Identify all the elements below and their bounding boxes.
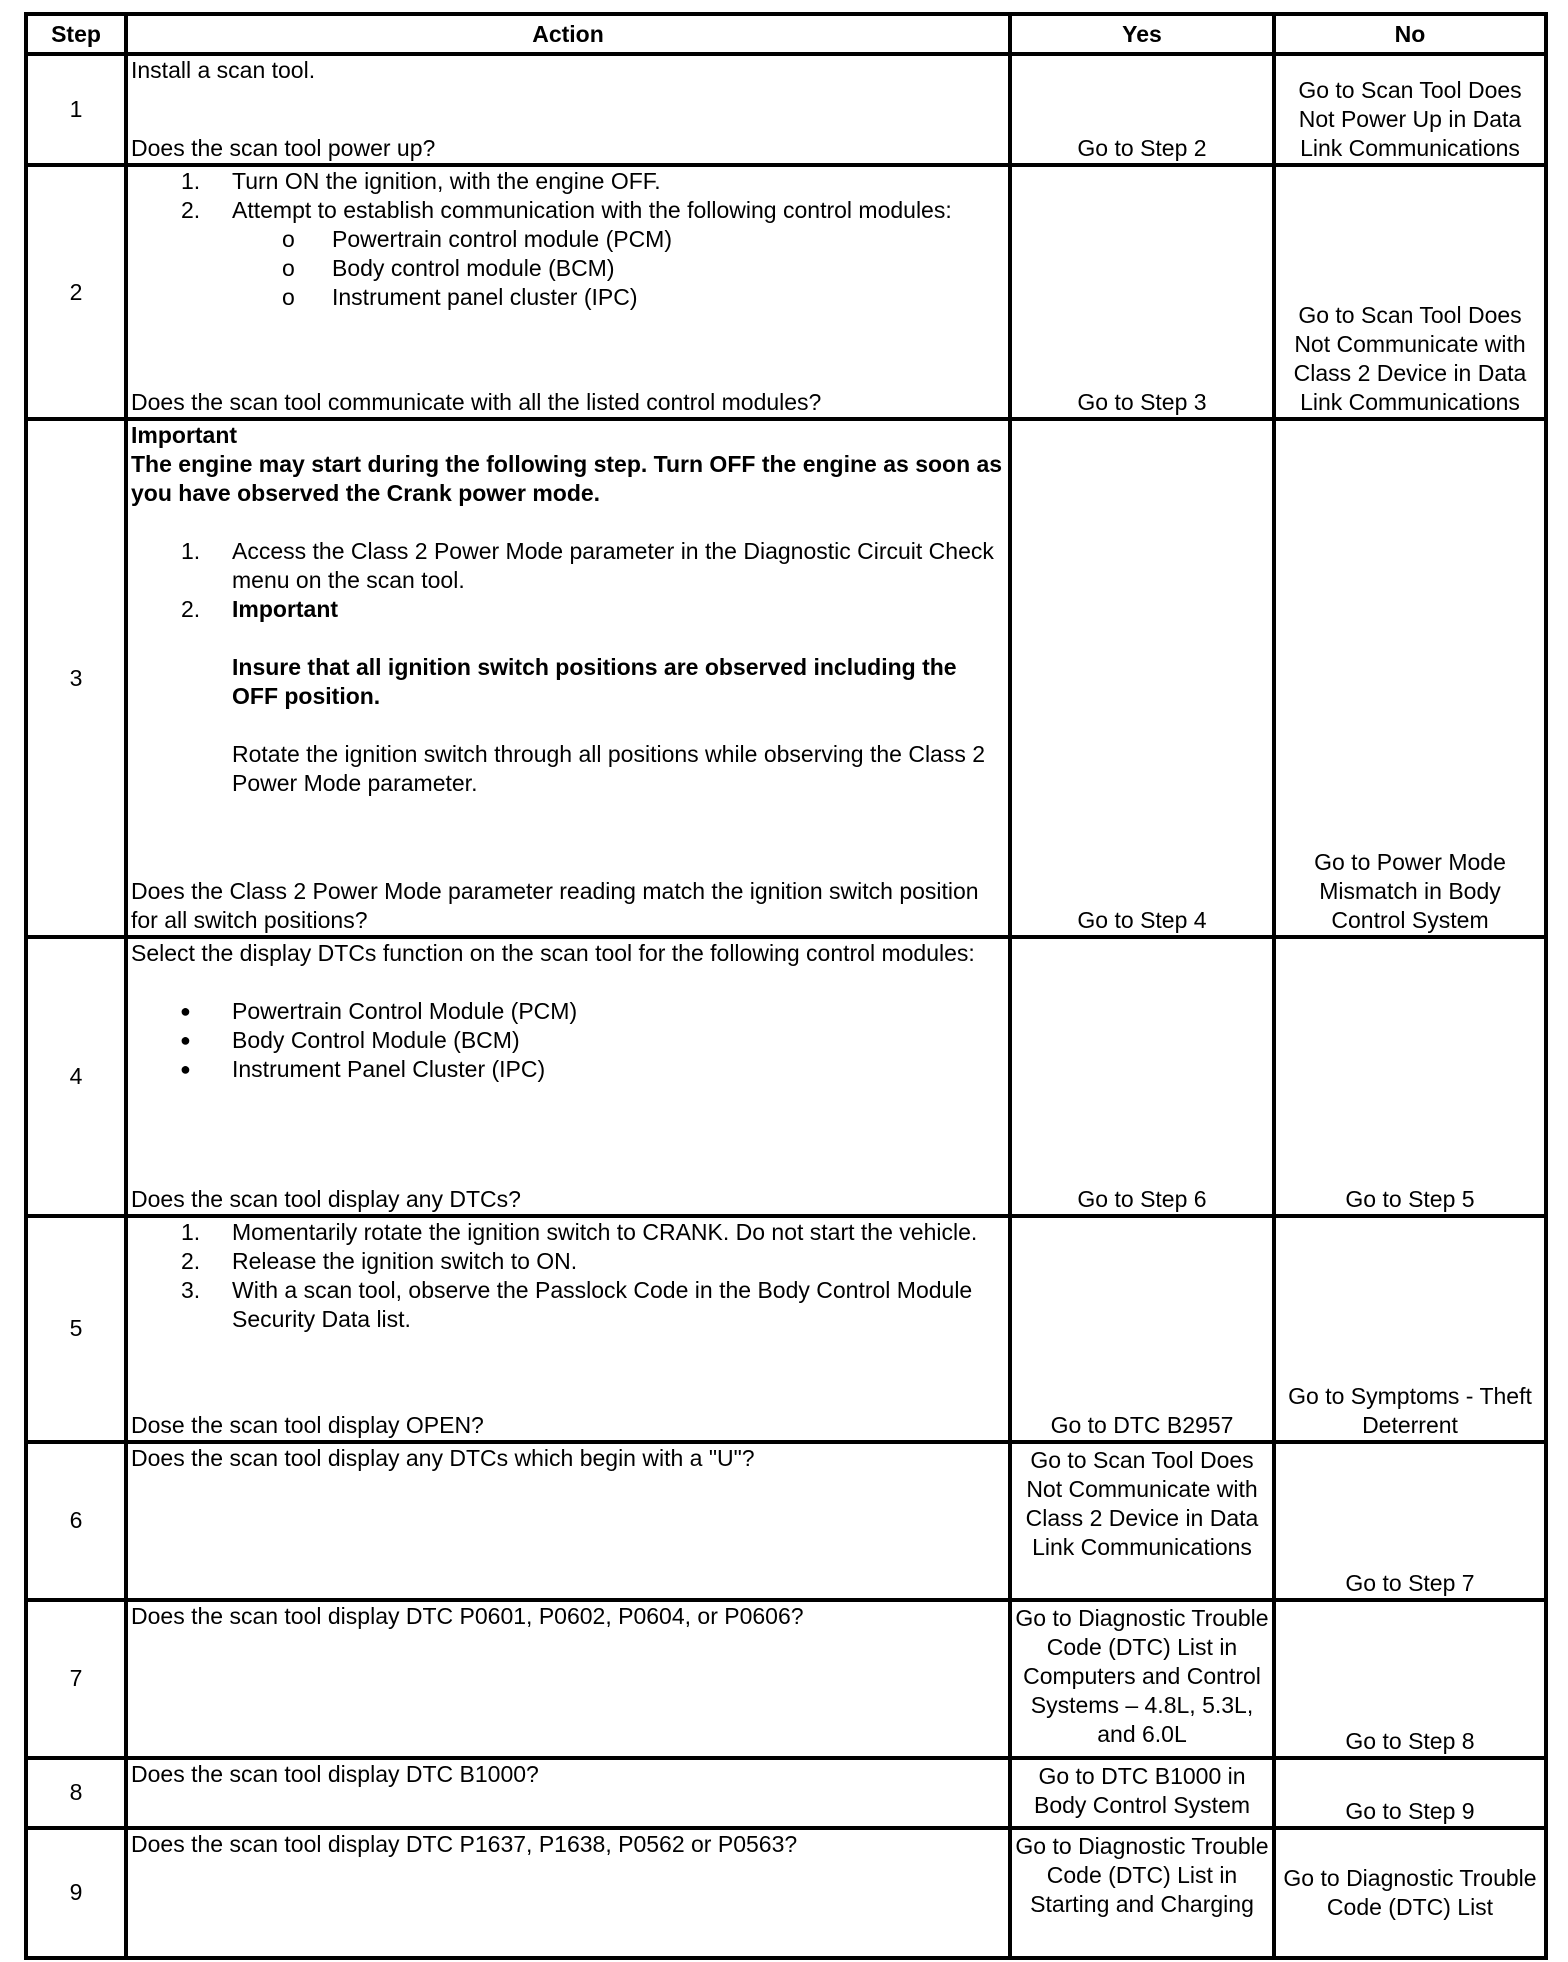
table-row-step-5 (26, 1216, 1546, 1442)
header-no: No (1274, 14, 1546, 54)
step-number: 2 (26, 165, 126, 419)
action-question: Does the scan tool display DTC P1637, P1638, P0562 or P0563? (131, 1830, 798, 1857)
important-label: Important (131, 422, 238, 449)
yes-result: Go to Scan Tool Does Not Communicate with Class 2 Device in Data Link Communications (1010, 1442, 1274, 1600)
step-number: 4 (26, 937, 126, 1215)
bullet-list (131, 997, 1005, 1084)
step-number: 3 (26, 419, 126, 937)
table-row-step-8 (26, 1758, 1546, 1828)
no-result: Go to Step 7 (1274, 1442, 1546, 1600)
yes-result: Go to Diagnostic Trouble Code (DTC) List in Computers and Control Systems – 4.8L, 5.3L, and 6.0L (1010, 1600, 1274, 1758)
action-question: Does the scan tool display any DTCs? (131, 1185, 521, 1212)
yes-result: Go to Step 4 (1010, 419, 1274, 937)
no-result: Go to Step 8 (1274, 1600, 1546, 1758)
action-cell (126, 1758, 1010, 1828)
numbered-list (131, 537, 1005, 798)
yes-result: Go to DTC B2957 (1010, 1216, 1274, 1442)
action-cell (126, 54, 1010, 165)
list-item: 2. Attempt to establish communication with the following control modules: o Powertrain control module (PCM) o Body control module (BCM) o Instrument panel cluster (IPC) (131, 196, 1005, 312)
no-result: Go to Diagnostic Trouble Code (DTC) List (1274, 1828, 1546, 1958)
important-note: Insure that all ignition switch positions are observed including the OFF position. (232, 654, 957, 710)
table-row-step-4 (26, 937, 1546, 1215)
important-note: The engine may start during the following step. Turn OFF the engine as soon as you have observed the Crank power mode. (131, 451, 1003, 507)
table-row-step-6 (26, 1442, 1546, 1600)
action-question: Dose the scan tool display OPEN? (131, 1411, 484, 1438)
action-cell (126, 1828, 1010, 1958)
table-row-step-9 (26, 1828, 1546, 1958)
no-result: Go to Symptoms - Theft Deterrent (1274, 1216, 1546, 1442)
action-intro: Select the display DTCs function on the scan tool for the following control modules: (131, 940, 975, 967)
sub-list-item: o Instrument panel cluster (IPC) (282, 284, 638, 311)
step-number: 5 (26, 1216, 126, 1442)
no-result: Go to Step 5 (1274, 937, 1546, 1215)
list-item: 2. Release the ignition switch to ON. (181, 1247, 578, 1274)
action-question: Does the scan tool display DTC B1000? (131, 1760, 539, 1787)
table-row-step-1 (26, 54, 1546, 165)
list-item: 1. Access the Class 2 Power Mode parameter in the Diagnostic Circuit Check menu on the scan tool. (181, 538, 994, 594)
no-result: Go to Step 9 (1274, 1758, 1546, 1828)
action-cell (126, 1442, 1010, 1600)
action-question: Does the Class 2 Power Mode parameter reading match the ignition switch position for all switch positions? (131, 878, 979, 934)
sub-list (232, 225, 1005, 312)
action-question: Does the scan tool power up? (131, 135, 436, 162)
table-row-step-3 (26, 419, 1546, 937)
header-yes: Yes (1010, 14, 1274, 54)
action-cell (126, 419, 1010, 937)
list-item: ● Instrument Panel Cluster (IPC) (180, 1056, 546, 1083)
header-step: Step (26, 14, 126, 54)
table-row-step-2 (26, 165, 1546, 419)
list-item: ● Powertrain Control Module (PCM) (180, 998, 578, 1025)
action-cell (126, 1216, 1010, 1442)
diagnostic-table (24, 12, 1548, 1960)
action-intro: Install a scan tool. (131, 57, 316, 83)
action-cell (126, 937, 1010, 1215)
list-item: 3. With a scan tool, observe the Passlock Code in the Body Control Module Security Data list. (181, 1276, 973, 1332)
yes-result: Go to Step 2 (1010, 54, 1274, 165)
action-cell (126, 165, 1010, 419)
no-result: Go to Scan Tool Does Not Power Up in Data Link Communications (1274, 54, 1546, 165)
yes-result: Go to Step 6 (1010, 937, 1274, 1215)
header-row (26, 14, 1546, 54)
yes-result: Go to Step 3 (1010, 165, 1274, 419)
action-cell (126, 1600, 1010, 1758)
action-question: Does the scan tool display any DTCs which begin with a "U"? (131, 1444, 755, 1471)
yes-result: Go to Diagnostic Trouble Code (DTC) List in Starting and Charging (1010, 1828, 1274, 1958)
sub-list-item: o Powertrain control module (PCM) (282, 226, 673, 253)
header-action: Action (126, 14, 1010, 54)
step-number: 6 (26, 1442, 126, 1600)
table-row-step-7 (26, 1600, 1546, 1758)
list-item: 1. Turn ON the ignition, with the engine OFF. (181, 168, 661, 195)
step-number: 7 (26, 1600, 126, 1758)
list-item: 2. Important Insure that all ignition switch positions are observed including the OFF position. Rotate the ignition switch through all positions while observing the Class 2 Power Mode parameter. (131, 595, 1005, 798)
numbered-list (131, 1218, 1005, 1334)
action-question: Does the scan tool communicate with all the listed control modules? (131, 389, 822, 416)
step-number: 9 (26, 1828, 126, 1958)
step-number: 1 (26, 54, 126, 165)
numbered-list (131, 167, 1005, 312)
no-result: Go to Power Mode Mismatch in Body Control System (1274, 419, 1546, 937)
sub-list-item: o Body control module (BCM) (282, 255, 615, 282)
step-number: 8 (26, 1758, 126, 1828)
no-result: Go to Scan Tool Does Not Communicate with Class 2 Device in Data Link Communications (1274, 165, 1546, 419)
action-question: Does the scan tool display DTC P0601, P0602, P0604, or P0606? (131, 1602, 804, 1629)
list-item: ● Body Control Module (BCM) (180, 1027, 520, 1054)
list-item-text: Rotate the ignition switch through all positions while observing the Class 2 Power Mode parameter. (232, 741, 986, 797)
yes-result: Go to DTC B1000 in Body Control System (1010, 1758, 1274, 1828)
list-item: 1. Momentarily rotate the ignition switch to CRANK. Do not start the vehicle. (181, 1218, 978, 1245)
